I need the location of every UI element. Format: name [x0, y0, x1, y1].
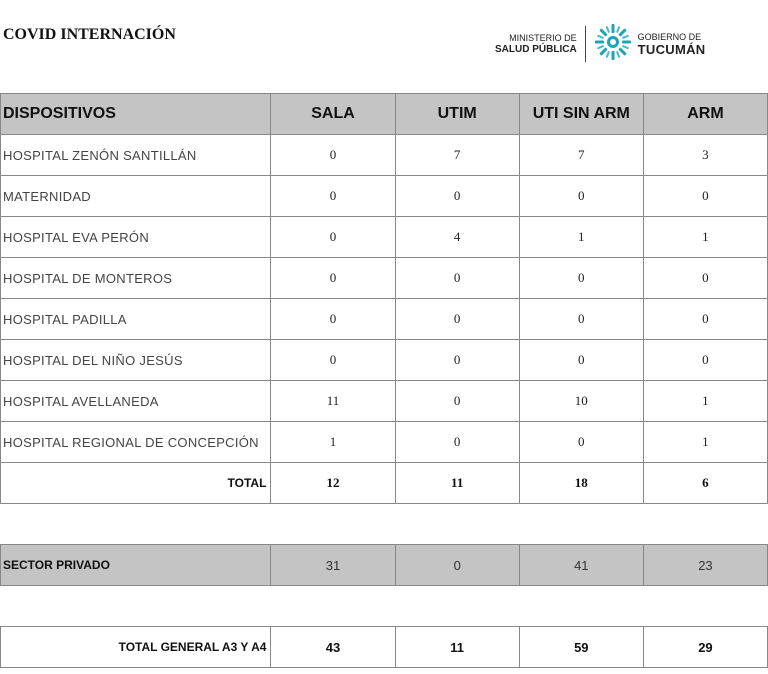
cell-sala: 1 — [271, 422, 395, 463]
report-header — [0, 0, 768, 72]
spacer-cell — [643, 586, 767, 627]
cell-utim: 0 — [395, 340, 519, 381]
column-header: DISPOSITIVOS — [1, 94, 271, 135]
private-sector-label: SECTOR PRIVADO — [1, 545, 271, 586]
table-row — [1, 176, 768, 217]
table-row — [1, 422, 768, 463]
cell-uti-sin-arm: 0 — [519, 340, 643, 381]
total-label: TOTAL — [1, 463, 271, 504]
cell-utim: 0 — [395, 299, 519, 340]
private-uti-sin-arm: 41 — [519, 545, 643, 586]
cell-uti-sin-arm: 0 — [519, 422, 643, 463]
table-header-row — [1, 94, 768, 135]
total-arm: 6 — [643, 463, 767, 504]
general-total-label: TOTAL GENERAL A3 Y A4 — [1, 627, 271, 668]
private-utim: 0 — [395, 545, 519, 586]
cell-arm: 3 — [643, 135, 767, 176]
total-row — [1, 463, 768, 504]
spacer-cell — [1, 504, 271, 545]
table-row — [1, 299, 768, 340]
column-header: UTIM — [395, 94, 519, 135]
private-arm: 23 — [643, 545, 767, 586]
total-sala: 12 — [271, 463, 395, 504]
general-total-row — [1, 627, 768, 668]
cell-arm: 1 — [643, 217, 767, 258]
general-utim: 11 — [395, 627, 519, 668]
cell-uti-sin-arm: 7 — [519, 135, 643, 176]
table-row — [1, 135, 768, 176]
spacer-cell — [643, 504, 767, 545]
table-row — [1, 381, 768, 422]
cell-utim: 0 — [395, 381, 519, 422]
cell-utim: 0 — [395, 176, 519, 217]
cell-arm: 0 — [643, 340, 767, 381]
cell-arm: 0 — [643, 258, 767, 299]
cell-sala: 0 — [271, 176, 395, 217]
cell-utim: 0 — [395, 422, 519, 463]
row-name: MATERNIDAD — [1, 176, 271, 217]
spacer-cell — [271, 586, 395, 627]
cell-sala: 0 — [271, 135, 395, 176]
cell-arm: 0 — [643, 176, 767, 217]
column-header: ARM — [643, 94, 767, 135]
ministry-label — [495, 33, 577, 55]
spacer-row — [1, 586, 768, 627]
cell-arm: 0 — [643, 299, 767, 340]
row-name: HOSPITAL REGIONAL DE CONCEPCIÓN — [1, 422, 271, 463]
spacer-cell — [395, 504, 519, 545]
table-row — [1, 258, 768, 299]
government-label — [638, 32, 706, 57]
cell-arm: 1 — [643, 422, 767, 463]
covid-internment-table — [0, 93, 768, 668]
report-title: COVID INTERNACIÓN — [3, 26, 176, 43]
cell-sala: 11 — [271, 381, 395, 422]
ministry-line-1: MINISTERIO DE — [509, 33, 577, 43]
cell-utim: 7 — [395, 135, 519, 176]
general-arm: 29 — [643, 627, 767, 668]
gov-line-1: GOBIERNO DE — [637, 31, 702, 42]
cell-sala: 0 — [271, 340, 395, 381]
total-utim: 11 — [395, 463, 519, 504]
spacer-cell — [271, 504, 395, 545]
ministry-line-2: SALUD PÚBLICA — [495, 44, 577, 55]
logo-divider — [585, 26, 586, 62]
cell-uti-sin-arm: 10 — [519, 381, 643, 422]
row-name: HOSPITAL EVA PERÓN — [1, 217, 271, 258]
cell-arm: 1 — [643, 381, 767, 422]
spacer-row — [1, 504, 768, 545]
gov-line-2: TUCUMÁN — [637, 41, 706, 57]
cell-uti-sin-arm: 0 — [519, 299, 643, 340]
spacer-cell — [1, 586, 271, 627]
spacer-cell — [395, 586, 519, 627]
table-row — [1, 340, 768, 381]
spacer-cell — [519, 586, 643, 627]
row-name: HOSPITAL PADILLA — [1, 299, 271, 340]
cell-uti-sin-arm: 0 — [519, 258, 643, 299]
spacer-cell — [519, 504, 643, 545]
cell-utim: 0 — [395, 258, 519, 299]
cell-sala: 0 — [271, 258, 395, 299]
cell-uti-sin-arm: 1 — [519, 217, 643, 258]
tucuman-emblem-icon — [594, 23, 632, 66]
private-sala: 31 — [271, 545, 395, 586]
row-name: HOSPITAL DE MONTEROS — [1, 258, 271, 299]
government-logo — [495, 22, 705, 66]
row-name: HOSPITAL DEL NIÑO JESÚS — [1, 340, 271, 381]
cell-sala: 0 — [271, 217, 395, 258]
cell-uti-sin-arm: 0 — [519, 176, 643, 217]
column-header: SALA — [271, 94, 395, 135]
total-uti-sin-arm: 18 — [519, 463, 643, 504]
column-header: UTI SIN ARM — [519, 94, 643, 135]
row-name: HOSPITAL ZENÓN SANTILLÁN — [1, 135, 271, 176]
table-row — [1, 217, 768, 258]
row-name: HOSPITAL AVELLANEDA — [1, 381, 271, 422]
cell-utim: 4 — [395, 217, 519, 258]
general-uti-sin-arm: 59 — [519, 627, 643, 668]
private-sector-row — [1, 545, 768, 586]
general-sala: 43 — [271, 627, 395, 668]
cell-sala: 0 — [271, 299, 395, 340]
